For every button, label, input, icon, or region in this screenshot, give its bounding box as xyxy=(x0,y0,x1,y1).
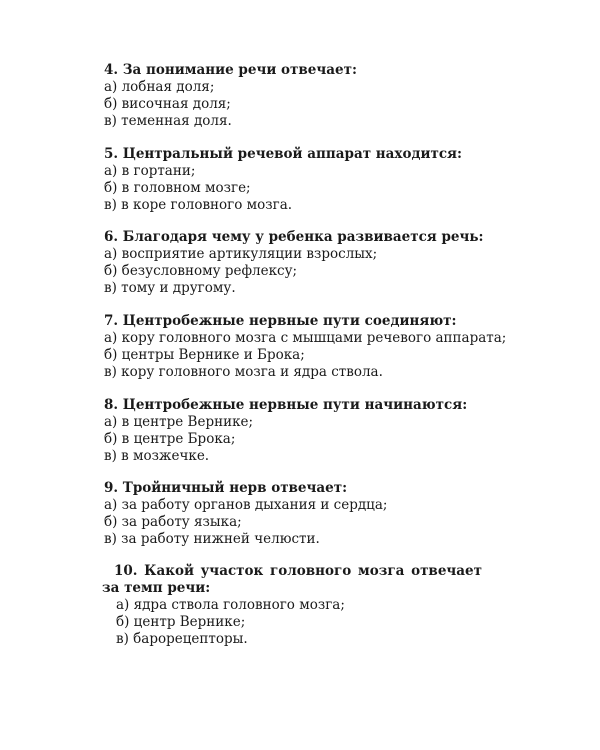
question-title: 5. Центральный речевой аппарат находится: xyxy=(104,146,463,162)
answer-option: а) кору головного мозга с мышцами речевого аппарата; xyxy=(104,330,507,346)
answer-option: в) за работу нижней челюсти. xyxy=(104,531,320,547)
answer-option: а) лобная доля; xyxy=(104,79,215,95)
question-title: 7. Центробежные нервные пути соединяют: xyxy=(104,313,457,329)
answer-option: б) височная доля; xyxy=(104,96,231,112)
question-4 xyxy=(104,62,504,130)
answer-option: в) теменная доля. xyxy=(104,113,232,129)
question-9 xyxy=(104,480,504,548)
answer-option: в) в мозжечке. xyxy=(104,448,210,464)
question-10 xyxy=(104,563,504,648)
answer-option: б) в центре Брока; xyxy=(104,431,236,447)
answer-option: в) барорецепторы. xyxy=(116,631,248,647)
question-title: 9. Тройничный нерв отвечает: xyxy=(104,480,348,496)
answer-option: б) в головном мозге; xyxy=(104,180,251,196)
answer-option: б) центр Вернике; xyxy=(116,614,246,630)
question-title: 4. За понимание речи отвечает: xyxy=(104,62,357,78)
question-8 xyxy=(104,397,504,465)
answer-option: б) безусловному рефлексу; xyxy=(104,263,298,279)
question-title: 6. Благодаря чему у ребенка развивается речь: xyxy=(104,229,484,245)
answer-option: в) кору головного мозга и ядра ствола. xyxy=(104,364,383,380)
answer-option: в) в коре головного мозга. xyxy=(104,197,293,213)
answer-option: а) в гортани; xyxy=(104,163,196,179)
answer-option: в) тому и другому. xyxy=(104,280,236,296)
answer-option: б) за работу языка; xyxy=(104,514,242,530)
question-title: 8. Центробежные нервные пути начинаются: xyxy=(104,397,468,413)
answer-option: а) восприятие артикуляции взрослых; xyxy=(104,246,378,262)
question-5 xyxy=(104,146,504,214)
question-title: 10. Какой участок головного мозга отвечает за темп речи: xyxy=(102,563,482,596)
answer-option: а) в центре Вернике; xyxy=(104,414,254,430)
answer-option: б) центры Вернике и Брока; xyxy=(104,347,305,363)
answer-option: а) за работу органов дыхания и сердца; xyxy=(104,497,388,513)
answer-option: а) ядра ствола головного мозга; xyxy=(116,597,345,613)
question-6 xyxy=(104,229,504,297)
question-7 xyxy=(104,313,507,381)
